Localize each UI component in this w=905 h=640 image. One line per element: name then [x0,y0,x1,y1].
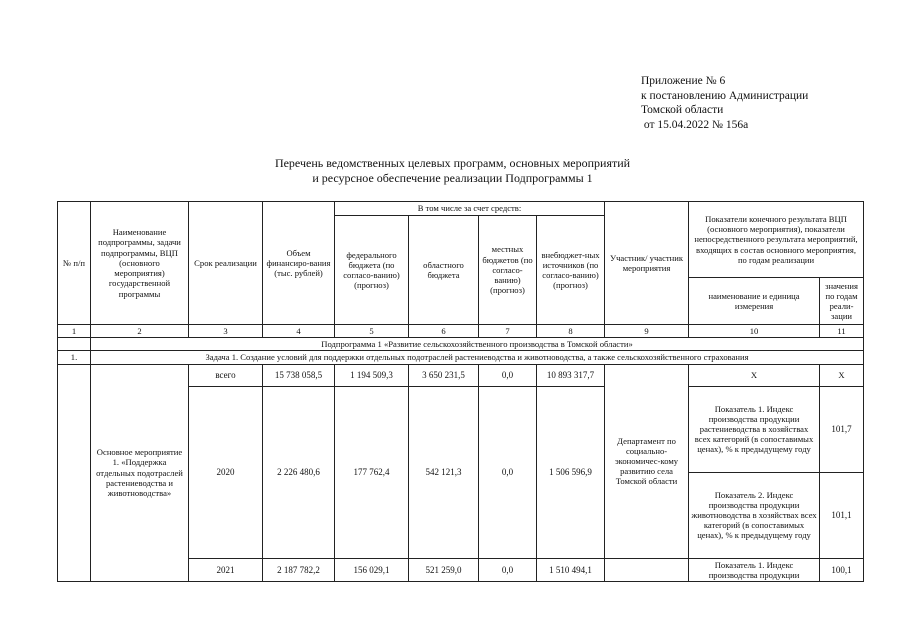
title-line: и ресурсное обеспечение реализации Подпрограммы 1 [312,171,593,185]
header-regional: областного бюджета [409,216,479,325]
federal-cell: 177 762,4 [335,386,409,558]
appendix-line: Томской области [641,104,724,116]
column-number: 9 [605,325,689,338]
extra-cell: 1 510 494,1 [537,558,605,581]
term-cell: 2020 [189,386,263,558]
header-row [58,202,864,216]
regional-cell: 542 121,3 [409,386,479,558]
participant-cell-empty [605,558,689,581]
term-cell: всего [189,364,263,386]
appendix-line: от 15.04.2022 № 156а [641,118,749,131]
column-number: 8 [537,325,605,338]
indicator-name-cell: Показатель 2. Индекс производства продукции животноводства в хозяйствах всех категорий (в сопоставимых ценах), % к предыдущему году [689,472,820,558]
indicator-value-cell: Х [820,364,864,386]
local-cell: 0,0 [479,558,537,581]
table-row-total [58,364,864,386]
subprogram-title: Подпрограмма 1 «Развитие сельскохозяйственного производства в Томской области» [91,338,864,351]
volume-cell: 2 187 782,2 [263,558,335,581]
column-number: 11 [820,325,864,338]
indicator-value-cell: 101,7 [820,386,864,472]
header-term: Срок реализации [189,202,263,325]
indicator-value-cell: 101,1 [820,472,864,558]
column-number: 5 [335,325,409,338]
federal-cell: 156 029,1 [335,558,409,581]
column-number: 3 [189,325,263,338]
column-number: 10 [689,325,820,338]
appendix-line: Приложение № 6 [641,75,726,87]
indicator-name-cell: Показатель 1. Индекс производства продукции [689,558,820,581]
column-number: 7 [479,325,537,338]
header-extra: внебюджет-ных источников (по согласо-ванию) (прогноз) [537,216,605,325]
extra-cell: 10 893 317,7 [537,364,605,386]
regional-cell: 521 259,0 [409,558,479,581]
volume-cell: 15 738 058,5 [263,364,335,386]
participant-cell: Департамент по социально-экономичес-кому развитию села Томской области [605,364,689,558]
program-table [57,201,864,582]
volume-cell: 2 226 480,6 [263,386,335,558]
header-indicator-value: значения по годам реали-зации [820,278,864,325]
federal-cell: 1 194 509,3 [335,364,409,386]
header-local: местных бюджетов (по согласо-ванию) (прогноз) [479,216,537,325]
document-title [0,156,905,186]
appendix-line: к постановлению Администрации [641,89,809,102]
header-indicators: Показатели конечного результата ВЦП (основного мероприятия), показатели непосредственного результата мероприятий, входящих в состав основного мероприятия, по годам реализации [689,202,864,278]
measure-name: Основное мероприятие 1. «Поддержка отдельных подотраслей растениеводства и животноводства» [91,364,189,581]
task-number: 1. [58,351,91,364]
column-numbers-row [58,325,864,338]
empty-cell [58,338,91,351]
local-cell: 0,0 [479,386,537,558]
header-participant: Участник/ участник мероприятия [605,202,689,325]
column-number: 4 [263,325,335,338]
header-including: В том числе за счет средств: [335,202,605,216]
local-cell: 0,0 [479,364,537,386]
column-number: 6 [409,325,479,338]
header-indicator-name: наименование и единица измерения [689,278,820,325]
empty-cell [58,364,91,581]
header-name: Наименование подпрограммы, задачи подпрограммы, ВЦП (основного мероприятия) государственной программы [91,202,189,325]
column-number: 1 [58,325,91,338]
appendix-header [641,74,808,132]
extra-cell: 1 506 596,9 [537,386,605,558]
header-volume: Объем финансиро-вания (тыс. рублей) [263,202,335,325]
column-number: 2 [91,325,189,338]
indicator-name-cell: Показатель 1. Индекс производства продукции растениеводства в хозяйствах всех категорий (в сопоставимых ценах), % к предыдущему году [689,386,820,472]
indicator-value-cell: 100,1 [820,558,864,581]
header-num: № п/п [58,202,91,325]
task-row [58,351,864,364]
title-line: Перечень ведомственных целевых программ, основных мероприятий [274,156,631,170]
regional-cell: 3 650 231,5 [409,364,479,386]
indicator-name-cell: Х [689,364,820,386]
term-cell: 2021 [189,558,263,581]
task-title: Задача 1. Создание условий для поддержки отдельных подотраслей растениеводства и животноводства, а также сельскохозяйственного страхования [91,351,864,364]
header-federal: федерального бюджета (по согласо-ванию) (прогноз) [335,216,409,325]
subprogram-row [58,338,864,351]
